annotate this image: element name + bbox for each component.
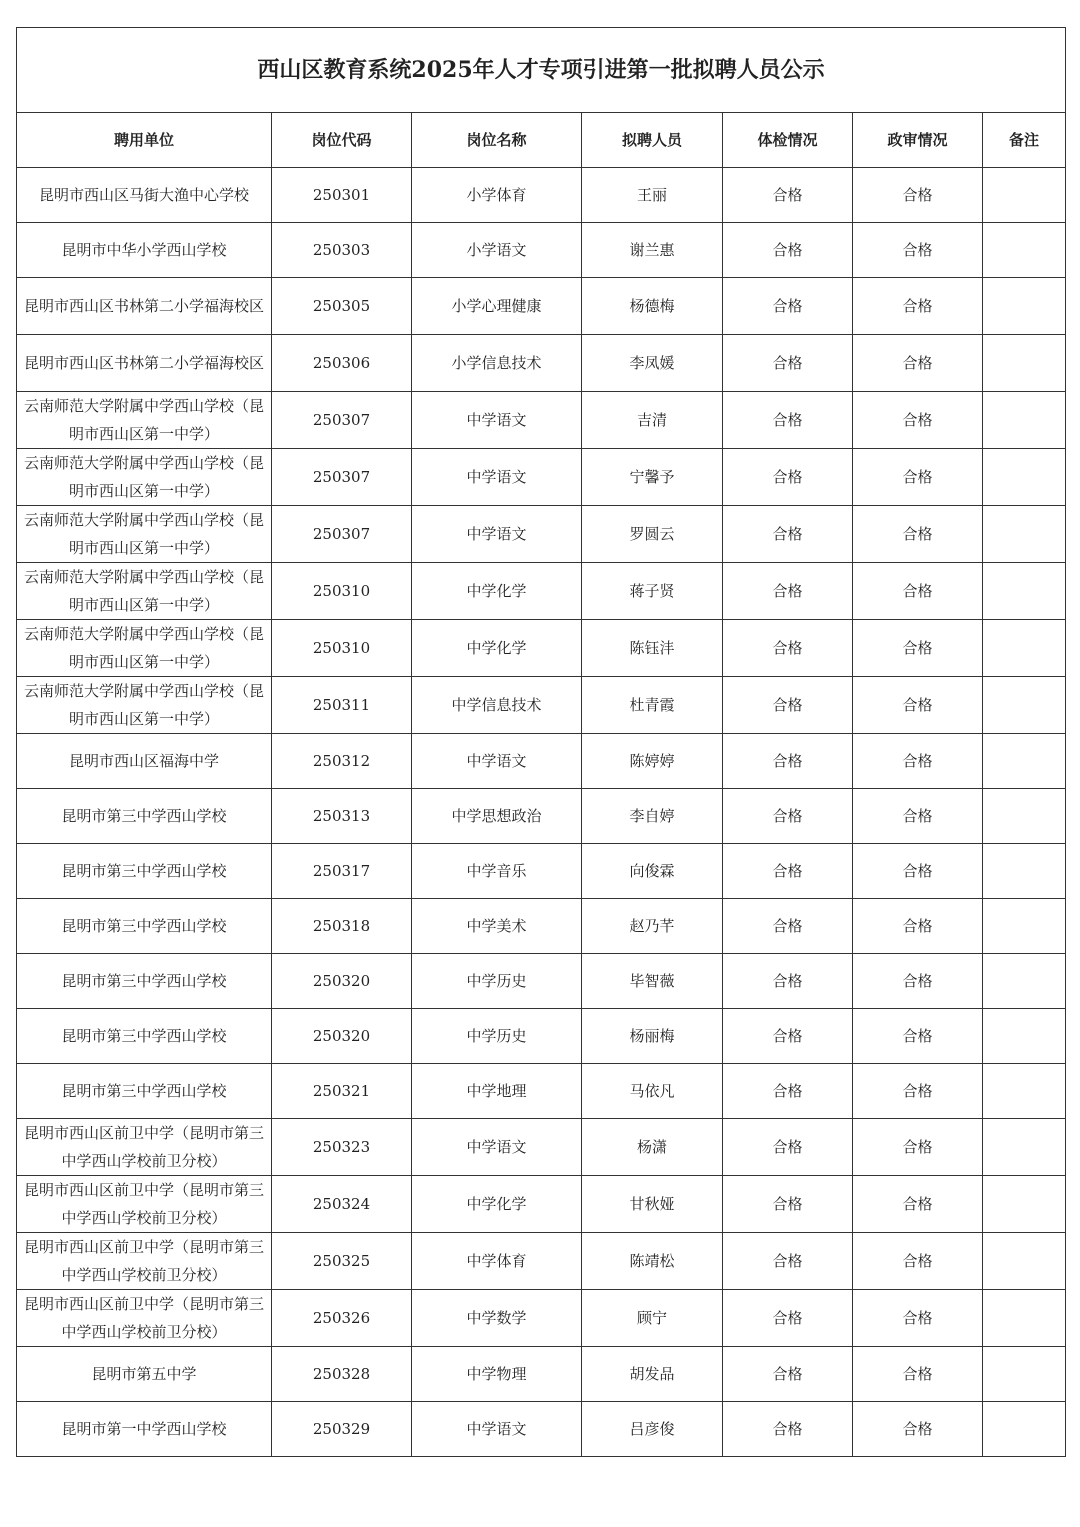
table-row [17,449,1066,506]
cell-political: 合格 [853,734,983,789]
cell-political: 合格 [853,563,983,620]
cell-political: 合格 [853,1402,983,1457]
cell-political: 合格 [853,1347,983,1402]
cell-code: 250329 [272,1402,412,1457]
cell-code: 250307 [272,392,412,449]
cell-note [983,844,1066,899]
cell-political: 合格 [853,954,983,1009]
cell-political: 合格 [853,844,983,899]
cell-code: 250320 [272,954,412,1009]
cell-post: 中学思想政治 [412,789,582,844]
cell-post: 中学化学 [412,563,582,620]
cell-unit: 昆明市西山区马街大渔中心学校 [17,168,272,223]
cell-note [983,449,1066,506]
cell-note [983,223,1066,278]
cell-post: 中学语文 [412,1402,582,1457]
cell-post: 小学语文 [412,223,582,278]
cell-post: 中学数学 [412,1290,582,1347]
cell-medical: 合格 [723,1064,853,1119]
cell-post: 中学信息技术 [412,677,582,734]
cell-political: 合格 [853,506,983,563]
cell-political: 合格 [853,899,983,954]
cell-note [983,1119,1066,1176]
table-row [17,1176,1066,1233]
table-row [17,1347,1066,1402]
cell-political: 合格 [853,1290,983,1347]
cell-name: 罗圆云 [582,506,723,563]
cell-medical: 合格 [723,506,853,563]
cell-post: 中学语文 [412,392,582,449]
cell-code: 250317 [272,844,412,899]
cell-post: 中学语文 [412,506,582,563]
cell-medical: 合格 [723,1176,853,1233]
cell-post: 中学地理 [412,1064,582,1119]
table-row [17,677,1066,734]
cell-medical: 合格 [723,1290,853,1347]
cell-code: 250326 [272,1290,412,1347]
cell-name: 谢兰惠 [582,223,723,278]
table-row [17,734,1066,789]
cell-name: 甘秋娅 [582,1176,723,1233]
cell-unit: 云南师范大学附属中学西山学校（昆明市西山区第一中学） [17,563,272,620]
cell-name: 马依凡 [582,1064,723,1119]
cell-medical: 合格 [723,223,853,278]
table-row [17,506,1066,563]
cell-political: 合格 [853,449,983,506]
cell-code: 250311 [272,677,412,734]
cell-code: 250305 [272,278,412,335]
cell-post: 小学心理健康 [412,278,582,335]
cell-unit: 昆明市第三中学西山学校 [17,954,272,1009]
cell-code: 250325 [272,1233,412,1290]
cell-post: 中学化学 [412,1176,582,1233]
cell-unit: 昆明市西山区前卫中学（昆明市第三中学西山学校前卫分校） [17,1119,272,1176]
header-unit: 聘用单位 [17,113,272,168]
cell-note [983,278,1066,335]
cell-political: 合格 [853,335,983,392]
cell-political: 合格 [853,168,983,223]
cell-unit: 云南师范大学附属中学西山学校（昆明市西山区第一中学） [17,677,272,734]
cell-name: 毕智薇 [582,954,723,1009]
cell-post: 中学语文 [412,1119,582,1176]
table-row [17,1119,1066,1176]
cell-political: 合格 [853,1233,983,1290]
cell-note [983,335,1066,392]
cell-political: 合格 [853,620,983,677]
cell-note [983,789,1066,844]
cell-name: 杨丽梅 [582,1009,723,1064]
cell-note [983,620,1066,677]
cell-code: 250313 [272,789,412,844]
cell-code: 250307 [272,449,412,506]
cell-post: 中学音乐 [412,844,582,899]
table-row [17,278,1066,335]
cell-note [983,392,1066,449]
cell-medical: 合格 [723,168,853,223]
cell-code: 250318 [272,899,412,954]
cell-name: 李凤媛 [582,335,723,392]
cell-unit: 昆明市中华小学西山学校 [17,223,272,278]
cell-note [983,734,1066,789]
cell-name: 陈靖松 [582,1233,723,1290]
cell-name: 杨潇 [582,1119,723,1176]
page-title: 西山区教育系统2025年人才专项引进第一批拟聘人员公示 [17,28,1066,113]
cell-post: 中学体育 [412,1233,582,1290]
cell-political: 合格 [853,1064,983,1119]
cell-unit: 昆明市第三中学西山学校 [17,899,272,954]
cell-note [983,1290,1066,1347]
table-row [17,392,1066,449]
cell-political: 合格 [853,677,983,734]
cell-code: 250324 [272,1176,412,1233]
cell-note [983,1347,1066,1402]
cell-unit: 昆明市第一中学西山学校 [17,1402,272,1457]
cell-unit: 昆明市第三中学西山学校 [17,789,272,844]
table-row [17,1290,1066,1347]
cell-unit: 云南师范大学附属中学西山学校（昆明市西山区第一中学） [17,506,272,563]
cell-medical: 合格 [723,954,853,1009]
cell-medical: 合格 [723,278,853,335]
cell-political: 合格 [853,1009,983,1064]
cell-name: 胡发品 [582,1347,723,1402]
cell-post: 中学语文 [412,734,582,789]
cell-unit: 昆明市西山区前卫中学（昆明市第三中学西山学校前卫分校） [17,1233,272,1290]
cell-name: 杨德梅 [582,278,723,335]
cell-code: 250323 [272,1119,412,1176]
cell-note [983,1064,1066,1119]
cell-note [983,1176,1066,1233]
cell-medical: 合格 [723,563,853,620]
cell-medical: 合格 [723,1347,853,1402]
cell-unit: 昆明市第三中学西山学校 [17,1064,272,1119]
header-row [17,113,1066,168]
cell-name: 吕彦俊 [582,1402,723,1457]
cell-post: 小学体育 [412,168,582,223]
table-row [17,563,1066,620]
cell-unit: 昆明市西山区书林第二小学福海校区 [17,278,272,335]
table-row [17,168,1066,223]
cell-note [983,954,1066,1009]
cell-medical: 合格 [723,734,853,789]
cell-unit: 昆明市第三中学西山学校 [17,844,272,899]
cell-name: 顾宁 [582,1290,723,1347]
cell-name: 杜青霞 [582,677,723,734]
cell-post: 中学美术 [412,899,582,954]
cell-unit: 昆明市西山区前卫中学（昆明市第三中学西山学校前卫分校） [17,1176,272,1233]
cell-code: 250320 [272,1009,412,1064]
cell-political: 合格 [853,223,983,278]
cell-code: 250310 [272,620,412,677]
cell-medical: 合格 [723,620,853,677]
header-post: 岗位名称 [412,113,582,168]
cell-medical: 合格 [723,335,853,392]
cell-note [983,506,1066,563]
cell-note [983,1233,1066,1290]
cell-medical: 合格 [723,789,853,844]
cell-name: 蒋子贤 [582,563,723,620]
candidates-table [16,27,1066,1457]
cell-note [983,563,1066,620]
cell-political: 合格 [853,278,983,335]
cell-note [983,899,1066,954]
cell-note [983,1009,1066,1064]
cell-medical: 合格 [723,449,853,506]
cell-medical: 合格 [723,1233,853,1290]
cell-medical: 合格 [723,392,853,449]
cell-name: 宁馨予 [582,449,723,506]
cell-code: 250328 [272,1347,412,1402]
cell-note [983,168,1066,223]
cell-post: 中学语文 [412,449,582,506]
cell-name: 王丽 [582,168,723,223]
cell-code: 250312 [272,734,412,789]
cell-unit: 昆明市西山区前卫中学（昆明市第三中学西山学校前卫分校） [17,1290,272,1347]
table-row [17,954,1066,1009]
table-row [17,335,1066,392]
cell-code: 250301 [272,168,412,223]
cell-name: 吉清 [582,392,723,449]
table-row [17,223,1066,278]
cell-post: 中学物理 [412,1347,582,1402]
cell-code: 250306 [272,335,412,392]
table-row [17,1402,1066,1457]
table-row [17,899,1066,954]
cell-political: 合格 [853,392,983,449]
cell-political: 合格 [853,1176,983,1233]
cell-post: 中学历史 [412,1009,582,1064]
cell-medical: 合格 [723,1119,853,1176]
cell-name: 李自婷 [582,789,723,844]
header-name: 拟聘人员 [582,113,723,168]
cell-unit: 昆明市第三中学西山学校 [17,1009,272,1064]
cell-post: 小学信息技术 [412,335,582,392]
cell-medical: 合格 [723,844,853,899]
cell-post: 中学化学 [412,620,582,677]
table-row [17,1064,1066,1119]
cell-unit: 昆明市西山区书林第二小学福海校区 [17,335,272,392]
cell-code: 250307 [272,506,412,563]
cell-name: 陈钰沣 [582,620,723,677]
cell-unit: 云南师范大学附属中学西山学校（昆明市西山区第一中学） [17,392,272,449]
cell-medical: 合格 [723,899,853,954]
header-note: 备注 [983,113,1066,168]
cell-political: 合格 [853,1119,983,1176]
table-row [17,789,1066,844]
table-row [17,844,1066,899]
cell-unit: 昆明市第五中学 [17,1347,272,1402]
header-medical: 体检情况 [723,113,853,168]
table-row [17,1009,1066,1064]
cell-note [983,1402,1066,1457]
cell-unit: 云南师范大学附属中学西山学校（昆明市西山区第一中学） [17,620,272,677]
table-row [17,620,1066,677]
cell-code: 250321 [272,1064,412,1119]
cell-name: 赵乃芊 [582,899,723,954]
cell-name: 陈婷婷 [582,734,723,789]
table-row [17,1233,1066,1290]
cell-name: 向俊霖 [582,844,723,899]
cell-political: 合格 [853,789,983,844]
cell-medical: 合格 [723,1009,853,1064]
cell-post: 中学历史 [412,954,582,1009]
cell-code: 250303 [272,223,412,278]
cell-unit: 昆明市西山区福海中学 [17,734,272,789]
cell-unit: 云南师范大学附属中学西山学校（昆明市西山区第一中学） [17,449,272,506]
cell-medical: 合格 [723,1402,853,1457]
header-code: 岗位代码 [272,113,412,168]
cell-note [983,677,1066,734]
cell-medical: 合格 [723,677,853,734]
cell-code: 250310 [272,563,412,620]
header-political: 政审情况 [853,113,983,168]
